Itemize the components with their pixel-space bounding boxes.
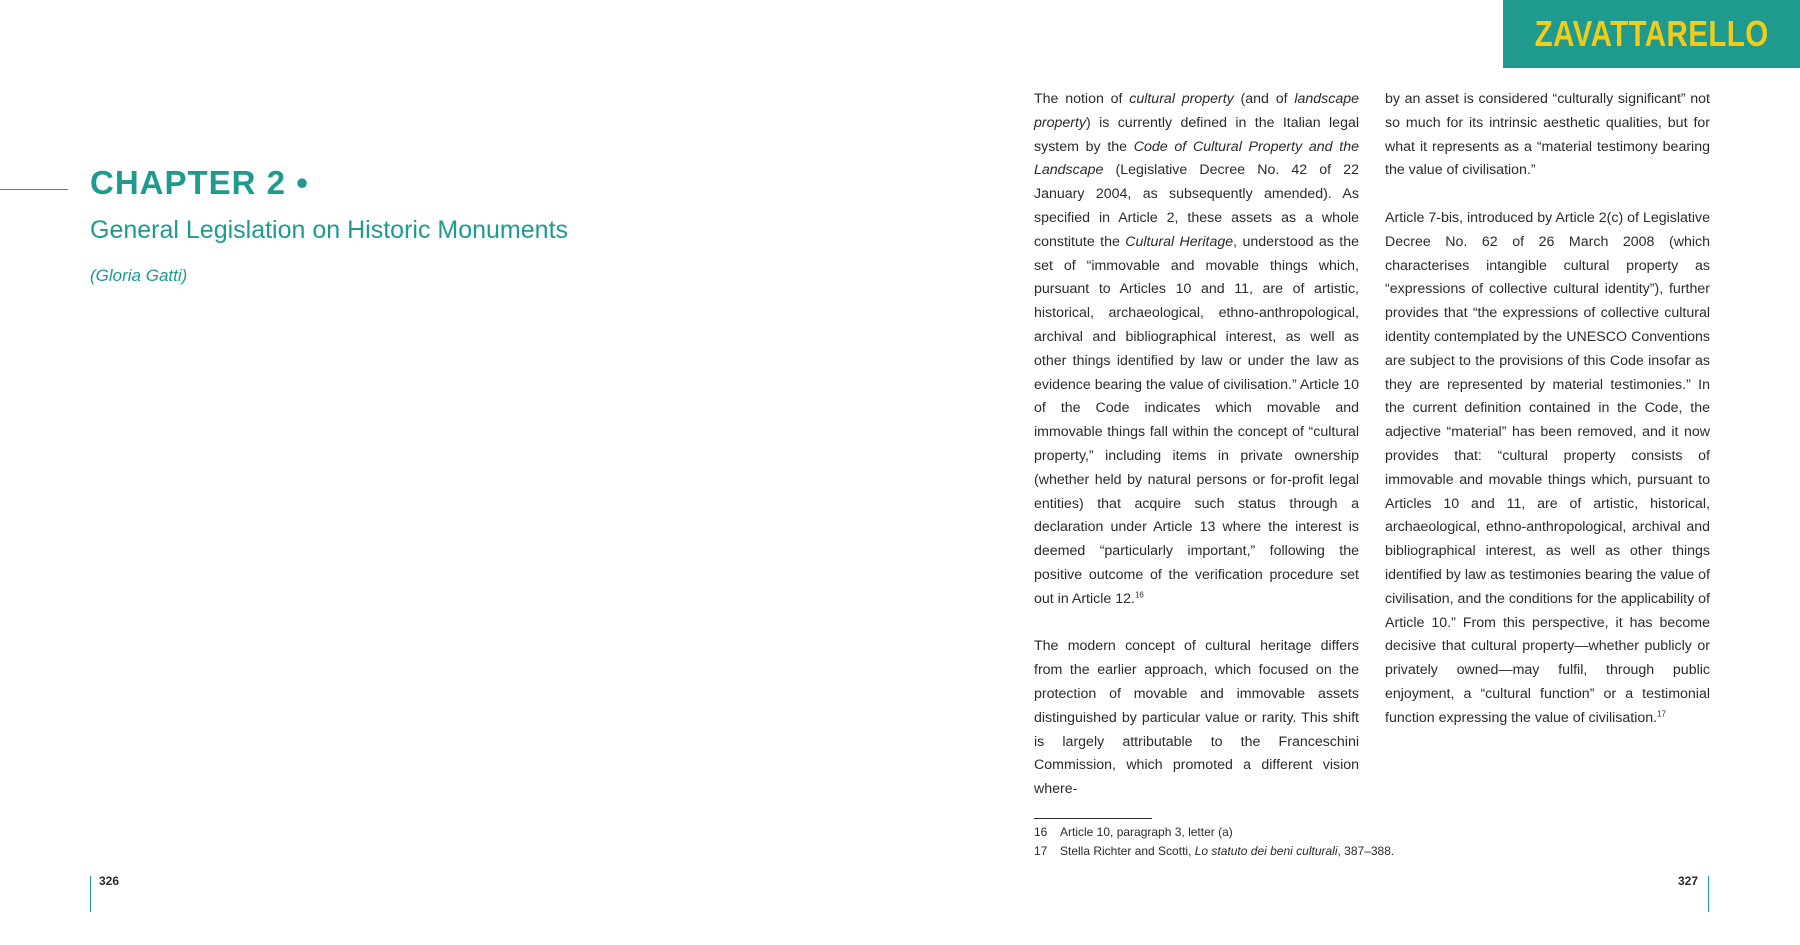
footnote-ref-16[interactable]: 16 <box>1134 590 1144 599</box>
text-run: Article 7-bis, introduced by Article 2(c) of Legislative Decree No. 62 of 26 March 2008 (which characterises intangible cultural property as “expressions of collective cultural identity”), further provides that “the expressions of collective cultural identity contemplated by the UNESCO Conventions are subject to the provisions of this Code insofar as they are represented by material testimonies.” In the current definition contained in the Code, the adjective “material” has been removed, and it now provides that: “cultural property consists of immovable and movable things which, pursuant to Articles 10 and 11, are of artistic, historical, archaeological, ethno-anthropological, archival and bibliographical interest, as well as other things identified by law as testimonies bearing the value of civilisation, and the conditions for the applicability of Article 10.” From this perspective, it has become decisive that cultural property—whether publicly or privately owned—may fulfil, through public enjoyment, a “cultural function” or a testimonial function expressing the value of civilisation. <box>1385 209 1710 726</box>
footnote-rule <box>1034 818 1152 819</box>
footnote-text: , 387–388. <box>1337 843 1395 858</box>
footnote-17 <box>1034 842 1394 861</box>
chapter-rule <box>0 189 68 190</box>
italic-term: cultural property <box>1129 91 1234 107</box>
text-run: , understood as the set of “immovable and movable things which, pursuant to Articles 10 and 11, are of artistic, historical, archaeological, ethno-anthropological, archival and bibliographical interest, as well as other things identified by law or under the law as evidence bearing the value of civilisation.” Article 10 of the Code indicates which movable and immovable things fall within the concept of “cultural property,” including items in private ownership (whether held by natural persons or for-profit legal entities) that acquire such status through a declaration under Article 13 where the interest is deemed “particularly important,” following the positive outcome of the verification procedure set out in Article 12. <box>1034 233 1359 607</box>
paragraph-1 <box>1034 88 1359 612</box>
text-column-left <box>1034 88 1359 826</box>
page-number-rule-right <box>1708 876 1709 912</box>
chapter-title: CHAPTER 2 • <box>90 164 309 201</box>
text-column-right <box>1385 88 1710 754</box>
paragraph-3: by an asset is considered “culturally significant” not so much for its intrinsic aesthetic qualities, but for what it represents as a “material testimony bearing the value of civilisation.” <box>1385 91 1710 179</box>
footnotes <box>1034 823 1394 860</box>
footnote-number: 17 <box>1034 843 1048 858</box>
page-number-left: 326 <box>99 874 120 888</box>
italic-title: Code of Cultural Property and the Landscape <box>1034 138 1359 179</box>
text-run: (and of <box>1233 91 1295 107</box>
text-run: (Legislative Decree No. 42 of 22 January 2004, as subsequently amended). As specified in Article 2, these assets as a whole constitute the <box>1034 162 1359 250</box>
text-run: ) is currently defined in the Italian legal system by the <box>1034 114 1359 155</box>
page-number-right: 327 <box>1678 874 1699 888</box>
brand-header-tab <box>1503 0 1800 68</box>
text-run: The notion of <box>1034 91 1130 107</box>
italic-term: Cultural Heritage <box>1125 233 1234 250</box>
chapter-author: (Gloria Gatti) <box>90 266 188 285</box>
footnote-16 <box>1034 823 1394 842</box>
footnote-ref-17[interactable]: 17 <box>1657 708 1666 718</box>
footnote-text: Article 10, paragraph 3, letter (a) <box>1060 825 1233 839</box>
footnote-book-title: Lo statuto dei beni culturali <box>1194 843 1338 858</box>
paragraph-4 <box>1385 207 1710 731</box>
paragraph-2: The modern concept of cultural heritage differs from the earlier approach, which focused on the protection of movable and immovable assets distinguished by particular value or rarity. This shift is largely attributable to the Franceschini Commission, which promoted a different vision where- <box>1034 638 1359 798</box>
page-number-rule-left <box>90 876 91 912</box>
brand-name: ZAVATTARELLO <box>1534 13 1769 54</box>
chapter-subtitle: General Legislation on Historic Monuments <box>90 216 569 244</box>
footnote-text: Stella Richter and Scotti, <box>1060 843 1195 858</box>
italic-term: landscape property <box>1034 91 1359 131</box>
footnote-number: 16 <box>1034 825 1048 839</box>
